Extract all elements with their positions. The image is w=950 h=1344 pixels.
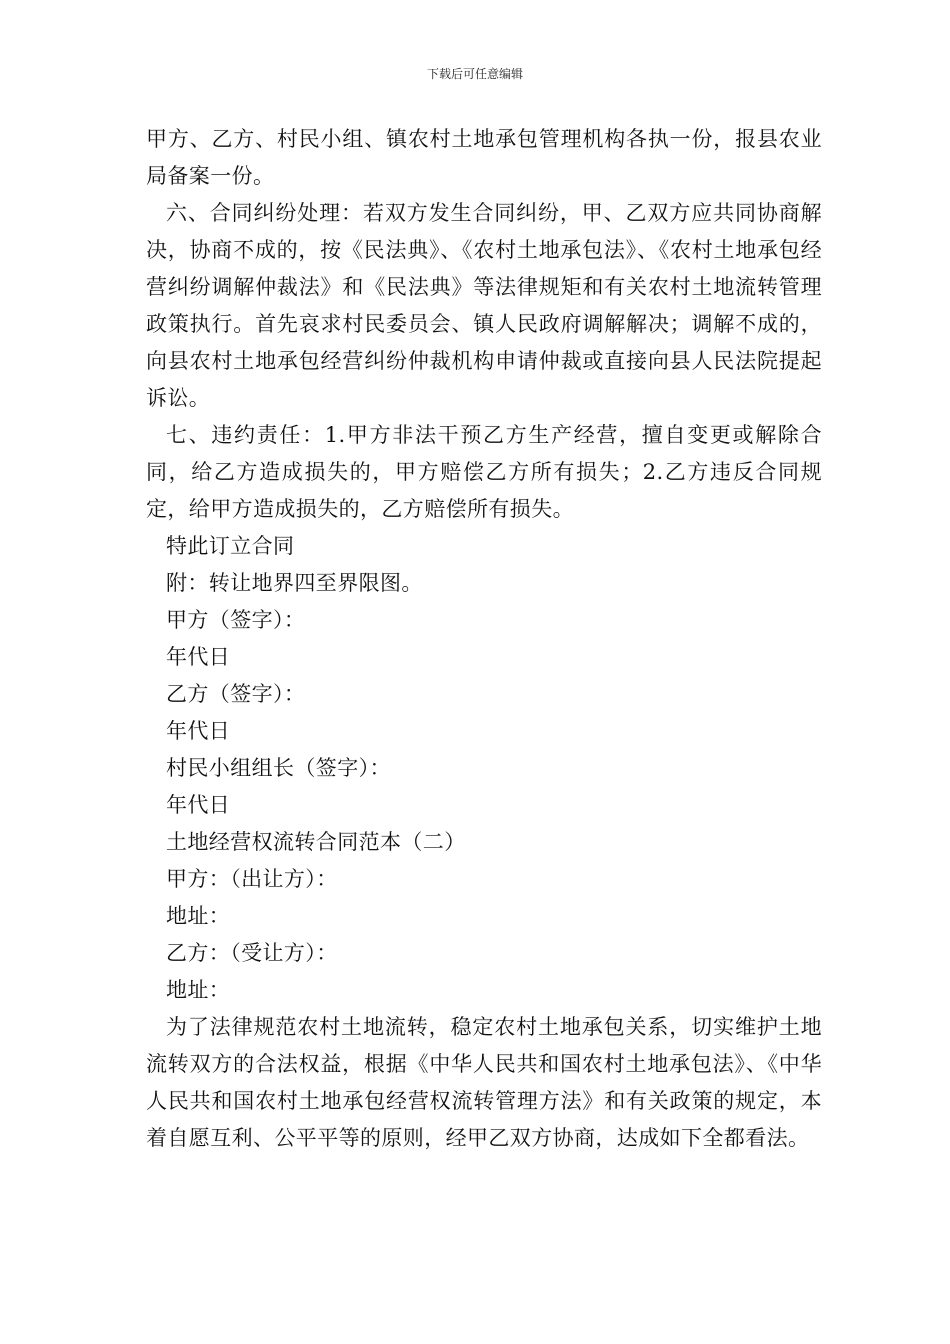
document-body (146, 121, 822, 1157)
line-party-a-signature: 甲方（签字）： (166, 608, 306, 632)
line-party-b-signature: 乙方（签字）： (166, 682, 306, 706)
line-group-leader-date: 年代日 (166, 793, 231, 817)
line-group-leader-signature: 村民小组组长（签字）： (166, 756, 391, 780)
section-title: 土地经营权流转合同范本（二） (166, 830, 466, 854)
line-party-a-transferor: 甲方：（出让方）： (166, 867, 338, 891)
paragraph-copies: 甲方、乙方、村民小组、镇农村土地承包管理机构各执一份，报县农业局备案一份。 (146, 127, 822, 188)
line-party-b-transferee: 乙方：（受让方）： (166, 941, 338, 965)
line-party-a-address: 地址： (166, 904, 231, 928)
line-party-a-date: 年代日 (166, 645, 231, 669)
paragraph-breach-liability: 七、违约责任：1.甲方非法干预乙方生产经营，擅自变更或解除合同，给乙方造成损失的，甲方赔偿乙方所有损失；2.乙方违反合同规定，给甲方造成损失的，乙方赔偿所有损失。 (146, 423, 822, 521)
paragraph-preamble: 为了法律规范农村土地流转，稳定农村土地承包关系，切实维护土地流转双方的合法权益，根据《中华人民共和国农村土地承包法》、《中华人民共和国农村土地承包经营权流转管理方法》和有关政策的规定，本着自愿互利、公平平等的原则，经甲乙双方协商，达成如下全都看法。 (146, 1015, 822, 1150)
line-attachment: 附：转让地界四至界限图。 (166, 571, 423, 595)
line-party-b-date: 年代日 (166, 719, 231, 743)
paragraph-dispute-resolution: 六、合同纠纷处理：若双方发生合同纠纷，甲、乙双方应共同协商解决，协商不成的，按《民法典》、《农村土地承包法》、《农村土地承包经营纠纷调解仲裁法》和《民法典》等法律规矩和有关农村土地流转管理政策执行。首先哀求村民委员会、镇人民政府调解解决；调解不成的，向县农村土地承包经营纠纷仲裁机构申请仲裁或直接向县人民法院提起诉讼。 (146, 201, 822, 410)
line-contract-statement: 特此订立合同 (166, 534, 295, 558)
page-header: 下载后可任意编辑 (426, 67, 523, 81)
line-party-b-address: 地址： (166, 978, 231, 1002)
